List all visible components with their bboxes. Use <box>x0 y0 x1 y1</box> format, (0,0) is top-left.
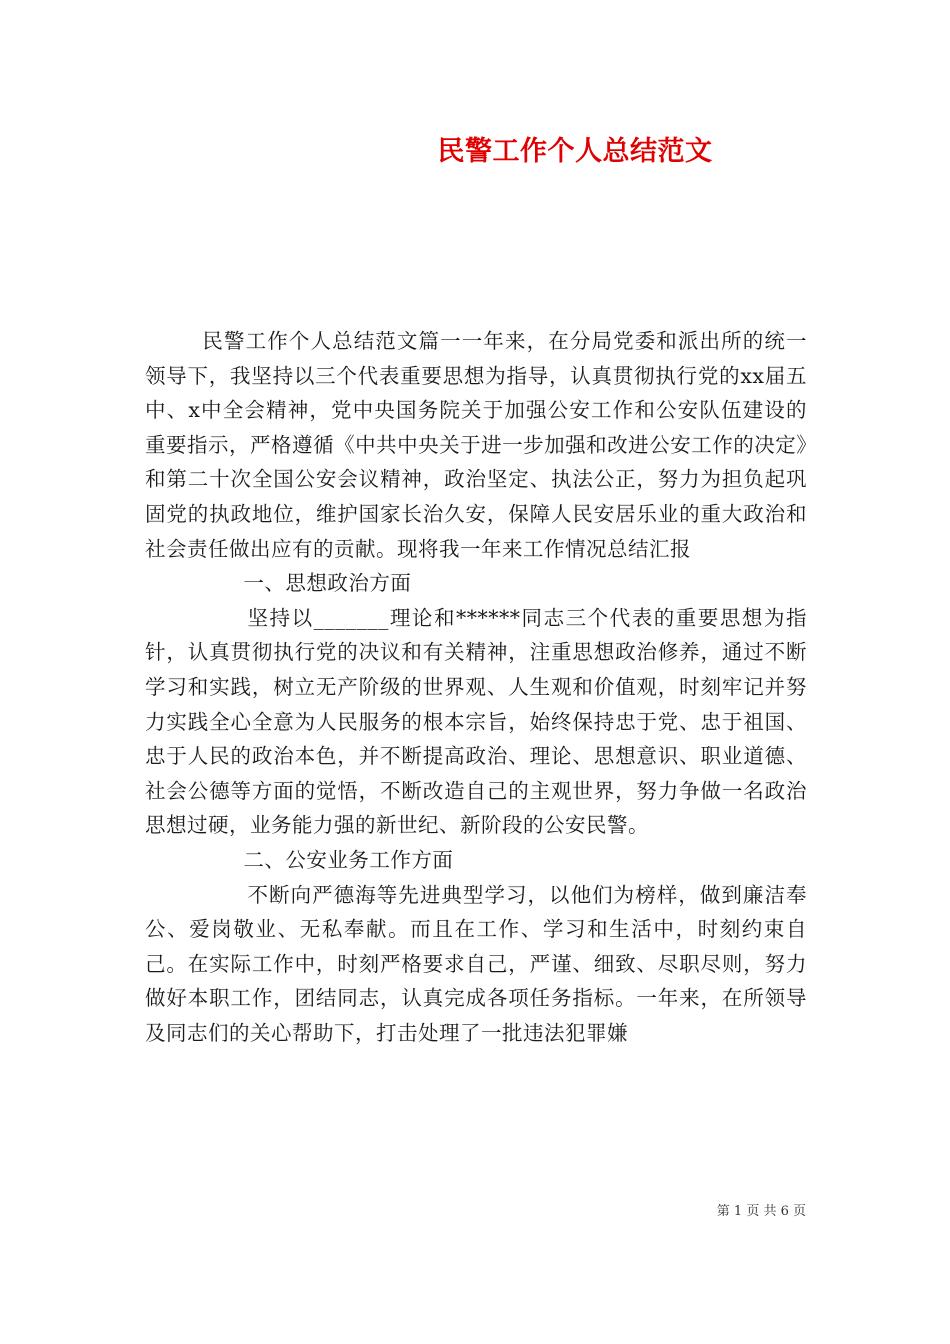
page-number-footer: 第 1 页 共 6 页 <box>716 1204 806 1219</box>
document-body <box>145 324 807 1050</box>
document-title: 民警工作个人总结范文 <box>437 136 713 167</box>
section-heading-2: 二、公安业务工作方面 <box>243 847 454 872</box>
paragraph-business: 不断向严德海等先进典型学习，以他们为榜样，做到廉洁奉公、爱岗敬业、无私奉献。而且在工作、学习和生活中，时刻约束自己。在实际工作中，时刻严格要求自己，严谨、细致、尽职尽则，努力做好本职工作，团结同志，认真完成各项任务指标。一年来，在所领导及同志们的关心帮助下，打击处理了一批违法犯罪嫌 <box>145 882 807 1045</box>
paragraph-political: 坚持以_______理论和******同志三个代表的重要思想为指针，认真贯彻执行党的决议和有关精神，注重思想政治修养，通过不断学习和实践，树立无产阶级的世界观、人生观和价值观，时刻牢记并努力实践全心全意为人民服务的根本宗旨，始终保持忠于党、忠于祖国、忠于人民的政治本色，并不断提高政治、理论、思想意识、职业道德、社会公德等方面的觉悟，不断改造自己的主观世界，努力争做一名政治思想过硬，业务能力强的新世纪、新阶段的公安民警。 <box>145 605 807 838</box>
section-heading-1: 一、思想政治方面 <box>243 571 412 596</box>
paragraph-intro: 民警工作个人总结范文篇一一年来，在分局党委和派出所的统一领导下，我坚持以三个代表重要思想为指导，认真贯彻执行党的xx届五中、x中全会精神，党中央国务院关于加强公安工作和公安队伍建设的重要指示，严格遵循《中共中央关于进一步加强和改进公安工作的决定》和第二十次全国公安会议精神，政治坚定、执法公正，努力为担负起巩固党的执政地位，维护国家长治久安，保障人民安居乐业的重大政治和社会责任做出应有的贡献。现将我一年来工作情况总结汇报 <box>145 329 807 561</box>
